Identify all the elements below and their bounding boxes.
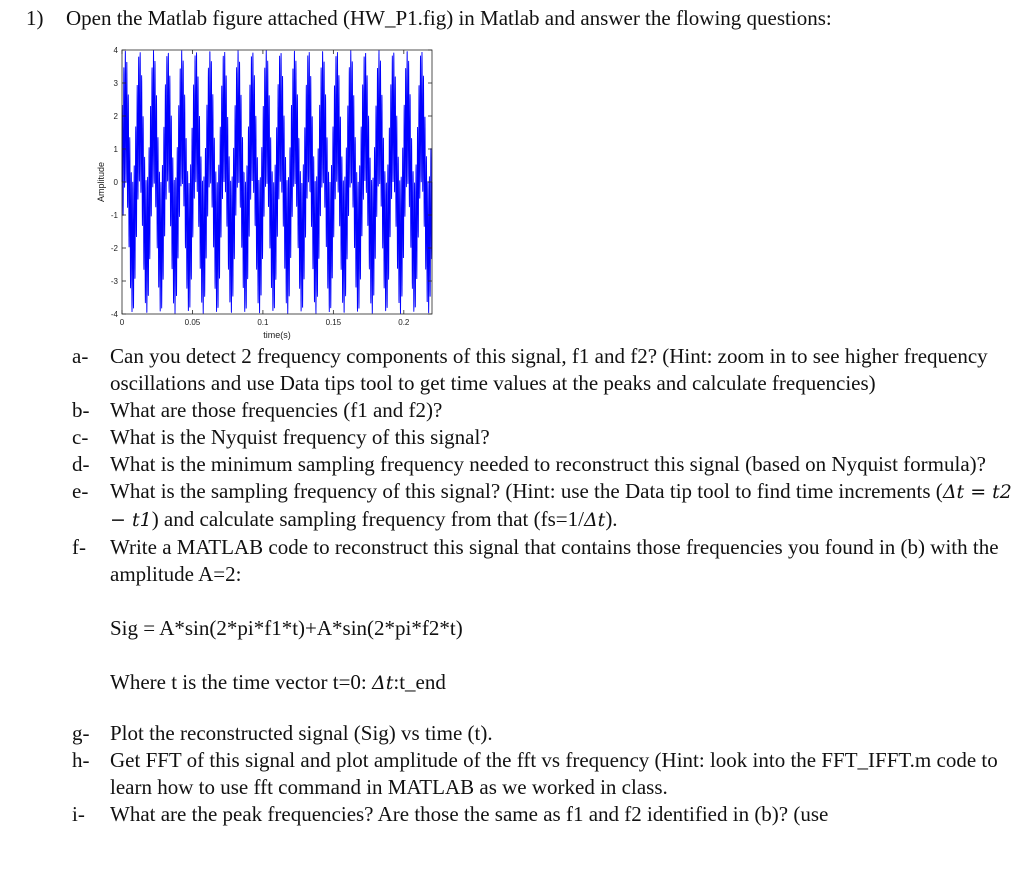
- y-tick-label: 0: [113, 178, 118, 187]
- item-label: c-: [72, 425, 89, 449]
- signal-line: [122, 50, 432, 314]
- delta-t-formula: Δt = t2 − t1: [110, 481, 1012, 531]
- y-tick-label: -4: [110, 310, 118, 319]
- item-a: [72, 343, 1022, 397]
- item-label: h-: [72, 748, 90, 772]
- item-text: Get FFT of this signal and plot amplitude of the fft vs frequency (Hint: look into the FFT_IFFT.m code to learn how to use fft command in MATLAB as we worked in class.: [110, 748, 998, 799]
- x-tick-label: 0.2: [398, 318, 410, 327]
- item-label: i-: [72, 802, 85, 826]
- y-tick-label: 1: [113, 145, 118, 154]
- item-label: b-: [72, 398, 90, 422]
- y-tick-label: 2: [113, 112, 118, 121]
- delta-t: Δt: [372, 672, 394, 694]
- x-tick-label: 0: [119, 318, 125, 327]
- item-e-text-3: ).: [605, 507, 618, 531]
- item-label: d-: [72, 452, 90, 476]
- signal-formula: Sig = A*sin(2*pi*f1*t)+A*sin(2*pi*f2*t): [110, 616, 463, 640]
- y-tick-label: 4: [113, 46, 118, 55]
- item-h: [72, 747, 1022, 801]
- item-text: Plot the reconstructed signal (Sig) vs time (t).: [110, 721, 493, 745]
- y-tick-label: 3: [113, 79, 118, 88]
- y-tick-label: -3: [110, 277, 118, 286]
- x-tick-label: 0.15: [325, 318, 342, 327]
- question-number: 1): [26, 6, 44, 30]
- delta-t: Δt: [583, 509, 606, 531]
- item-i: [72, 801, 1022, 828]
- item-label: a-: [72, 344, 89, 368]
- item-text: What are those frequencies (f1 and f2)?: [110, 398, 443, 422]
- item-label: e-: [72, 479, 89, 503]
- item-e-text-2: ) and calculate sampling frequency from that (fs=1/: [151, 507, 584, 531]
- item-b: [72, 397, 1022, 424]
- item-text: What are the peak frequencies? Are those the same as f1 and f2 identified in (b)? (use: [110, 802, 829, 826]
- item-g: [72, 720, 1022, 747]
- x-axis-label: time(s): [263, 330, 291, 340]
- question-items: [72, 343, 1022, 828]
- x-tick-label: 0.1: [257, 318, 269, 327]
- y-tick-label: -2: [110, 244, 118, 253]
- question-header: [26, 6, 832, 31]
- item-c: [72, 424, 1022, 451]
- item-text: Can you detect 2 frequency components of this signal, f1 and f2? (Hint: zoom in to see higher frequency oscillations and use Data tips tool to get time values at the peaks and calculate frequencies): [110, 344, 988, 395]
- item-d: [72, 451, 1022, 478]
- item-text: What is the minimum sampling frequency needed to reconstruct this signal (based on Nyquist formula)?: [110, 452, 986, 476]
- item-label: f-: [72, 535, 86, 559]
- item-text: Write a MATLAB code to reconstruct this signal that contains those frequencies you found in (b) with the amplitude A=2:: [110, 535, 999, 586]
- y-tick-label: -1: [110, 211, 118, 220]
- question-text: Open the Matlab figure attached (HW_P1.fig) in Matlab and answer the flowing questions:: [66, 6, 832, 30]
- item-e: [72, 478, 1022, 534]
- where-text-2: :t_end: [393, 670, 446, 694]
- where-text-1: Where t is the time vector t=0:: [110, 670, 373, 694]
- x-tick-label: 0.05: [184, 318, 201, 327]
- item-label: g-: [72, 721, 90, 745]
- time-vector-note: [72, 669, 1022, 697]
- item-text: What is the Nyquist frequency of this signal?: [110, 425, 490, 449]
- y-axis-label: Amplitude: [96, 161, 106, 203]
- item-text: [110, 478, 1022, 534]
- item-f: [72, 534, 1022, 588]
- item-e-text-1: What is the sampling frequency of this signal? (Hint: use the Data tip tool to find time increments (: [110, 479, 943, 503]
- signal-plot: [90, 44, 450, 344]
